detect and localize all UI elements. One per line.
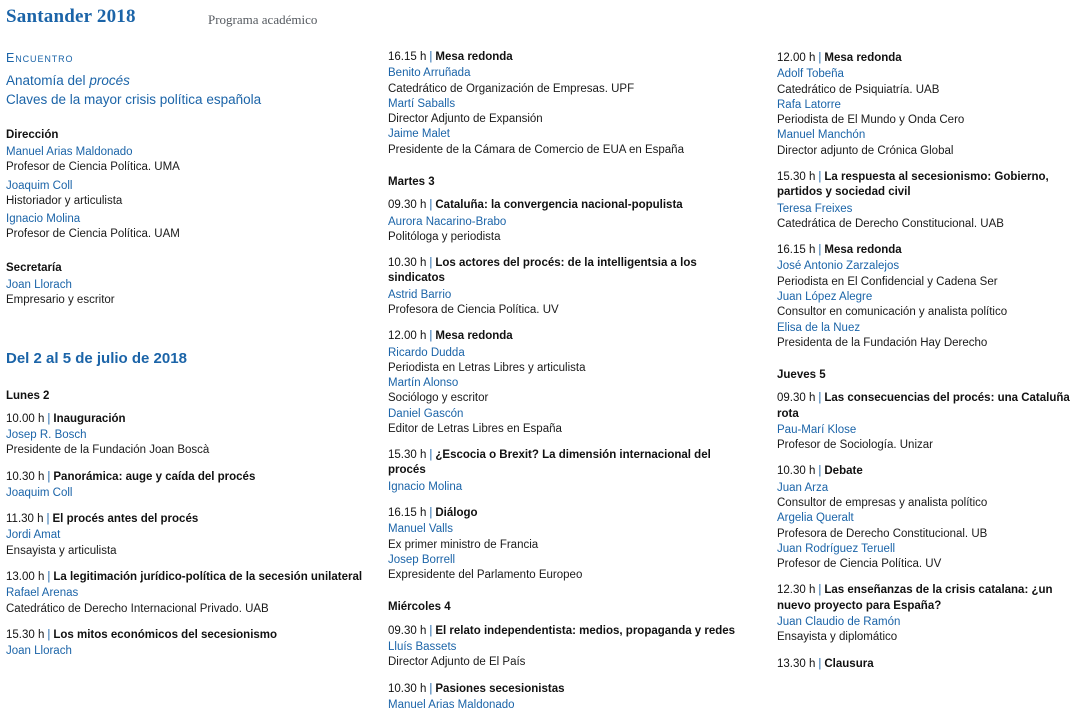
separator-bar: | [429, 507, 433, 520]
column-two [388, 50, 748, 724]
session-hour: 15.30 h [777, 170, 816, 183]
speaker-role: Catedrática de Derecho Constitucional. UAB [777, 217, 1004, 230]
speaker-name: Juan Claudio de Ramón [777, 616, 901, 628]
session-header [6, 512, 366, 527]
direction-list [6, 145, 366, 243]
direction-person-role: Historiador y articulista [6, 194, 123, 207]
secretary-person-role: Empresario y escritor [6, 294, 115, 307]
speaker-role: Catedrático de Organización de Empresas. UPF [388, 82, 635, 95]
separator-bar: | [47, 571, 51, 584]
speaker-name: José Antonio Zarzalejos [777, 260, 900, 273]
direction-label: Dirección [6, 128, 59, 141]
speaker-name: Joan Llorach [6, 645, 72, 658]
session-entry [6, 412, 366, 459]
session-title: Mesa redonda [435, 51, 513, 63]
session-title: Mesa redonda [824, 244, 902, 257]
column-three [777, 50, 1087, 683]
speaker-role: Presidente de la Fundación Joan Boscà [6, 444, 210, 457]
session-entry [388, 256, 748, 318]
speaker-role: Profesor de Ciencia Política. UV [777, 558, 942, 571]
session-hour: 12.00 h [777, 52, 816, 64]
speaker-name: Manuel Manchón [777, 129, 866, 142]
session-hour: 10.30 h [777, 465, 816, 478]
session-title: El procés antes del procés [52, 513, 199, 526]
speaker-name: Lluís Bassets [388, 641, 457, 653]
session-title: Los mitos económicos del secesionismo [53, 628, 278, 641]
session-title: ¿Escocia o Brexit? La dimensión internacional del procés [388, 449, 711, 477]
session-header [388, 682, 748, 697]
session-header [6, 470, 366, 485]
session-hour: 16.15 h [388, 507, 427, 520]
speaker-name: Manuel Arias Maldonado [388, 698, 515, 711]
brand-title: Santander 2018 [6, 6, 136, 27]
speaker-name: Daniel Gascón [388, 407, 464, 420]
separator-bar: | [818, 465, 822, 478]
session-header [388, 448, 748, 479]
direction-person-name: Joaquim Coll [6, 179, 73, 192]
speaker-role: Sociólogo y escritor [388, 392, 489, 405]
speaker-name: Ricardo Dudda [388, 346, 465, 359]
speaker-role: Profesor de Sociología. Unizar [777, 439, 933, 452]
session-entry [6, 570, 366, 617]
session-hour: 12.00 h [388, 330, 427, 343]
speaker-role: Ensayista y diplomático [777, 631, 898, 644]
speaker-role: Catedrático de Psiquiatría. UAB [777, 83, 940, 96]
session-entry [6, 628, 366, 660]
session-header [777, 170, 1087, 201]
speaker-role: Expresidente del Parlamento Europeo [388, 569, 583, 582]
separator-bar: | [47, 412, 51, 425]
speaker-role: Presidenta de la Fundación Hay Derecho [777, 336, 988, 349]
separator-bar: | [429, 624, 433, 637]
program-label: Programa académico [208, 12, 318, 27]
speaker-name: Rafael Arenas [6, 587, 79, 600]
direction-person-role: Profesor de Ciencia Política. UAM [6, 228, 180, 241]
session-hour: 09.30 h [777, 392, 816, 405]
session-entry [777, 51, 1087, 159]
session-header [388, 624, 748, 639]
column-one [6, 50, 366, 670]
speaker-role: Director Adjunto de Expansión [388, 113, 543, 126]
session-hour: 11.30 h [6, 513, 44, 526]
speaker-role: Director adjunto de Crónica Global [777, 144, 954, 157]
session-title: El relato independentista: medios, propaganda y redes [435, 624, 736, 637]
session-entry [388, 506, 748, 583]
session-title: Las consecuencias del procés: una Cataluña rota [777, 392, 1070, 420]
speaker-role: Ensayista y articulista [6, 544, 117, 557]
separator-bar: | [429, 199, 433, 212]
session-hour: 10.30 h [6, 470, 45, 483]
speaker-role: Catedrático de Derecho Internacional Privado. UAB [6, 602, 269, 615]
speaker-name: Rafa Latorre [777, 98, 841, 111]
session-header [388, 506, 748, 521]
speaker-role: Periodista en Letras Libres y articulista [388, 361, 586, 374]
session-hour: 12.30 h [777, 584, 816, 597]
session-hour: 13.30 h [777, 657, 816, 670]
session-hour: 09.30 h [388, 624, 427, 637]
speaker-name: Juan López Alegre [777, 290, 873, 303]
secretary-list [6, 278, 366, 309]
session-title: Pasiones secesionistas [435, 682, 565, 695]
speaker-role: Periodista de El Mundo y Onda Cero [777, 114, 965, 127]
session-entry [6, 512, 366, 559]
separator-bar: | [818, 170, 822, 183]
separator-bar: | [818, 657, 822, 670]
session-hour: 10.30 h [388, 682, 427, 695]
session-header [777, 243, 1087, 258]
session-entry [6, 470, 366, 502]
day-heading-jueves-5: Jueves 5 [777, 369, 826, 382]
session-entry [388, 448, 748, 495]
session-header [777, 657, 1087, 672]
session-header [6, 628, 366, 643]
separator-bar: | [429, 330, 433, 343]
encounter-title-part-b: procés [89, 72, 130, 88]
speaker-name: Josep R. Bosch [6, 429, 87, 442]
session-header [777, 464, 1087, 479]
speaker-role: Ex primer ministro de Francia [388, 538, 539, 551]
session-title: Diálogo [435, 507, 478, 520]
session-entry [777, 583, 1087, 645]
secretary-label: Secretaría [6, 261, 62, 274]
session-title: La respuesta al secesionismo: Gobierno, partidos y sociedad civil [777, 170, 1049, 199]
speaker-name: Juan Rodríguez Teruell [777, 542, 896, 555]
speaker-name: Argelia Queralt [777, 512, 854, 525]
session-title: Las enseñanzas de la crisis catalana: ¿un nuevo proyecto para España? [777, 584, 1053, 612]
session-entry [388, 329, 748, 437]
encounter-title-line-2: Claves de la mayor crisis política española [6, 92, 262, 108]
session-hour: 13.00 h [6, 571, 45, 584]
separator-bar: | [46, 513, 50, 526]
speaker-role: Consultor de empresas y analista político [777, 497, 988, 510]
speaker-role: Profesora de Derecho Constitucional. UB [777, 527, 988, 540]
speaker-name: Astrid Barrio [388, 288, 452, 301]
separator-bar: | [818, 244, 822, 257]
speaker-name: Aurora Nacarino-Brabo [388, 215, 507, 228]
event-dates: Del 2 al 5 de julio de 2018 [6, 349, 187, 367]
speaker-role: Profesora de Ciencia Política. UV [388, 303, 559, 316]
speaker-role: Politóloga y periodista [388, 230, 501, 243]
speaker-role: Periodista en El Confidencial y Cadena Ser [777, 275, 998, 288]
session-hour: 10.00 h [6, 412, 45, 425]
session-entry [777, 657, 1087, 672]
session-title: Los actores del procés: de la intelligentsia a los sindicatos [388, 257, 697, 285]
separator-bar: | [429, 257, 433, 270]
speaker-role: Editor de Letras Libres en España [388, 422, 562, 435]
separator-bar: | [429, 682, 433, 695]
separator-bar: | [429, 51, 433, 63]
session-header [6, 412, 366, 427]
speaker-name: Martín Alonso [388, 377, 459, 390]
session-hour: 16.15 h [777, 244, 816, 257]
speaker-name: Ignacio Molina [388, 480, 463, 493]
speaker-role: Consultor en comunicación y analista político [777, 306, 1008, 319]
separator-bar: | [818, 584, 822, 597]
separator-bar: | [429, 449, 433, 462]
speaker-name: Martí Saballs [388, 97, 456, 110]
day-heading-martes-3: Martes 3 [388, 175, 435, 188]
speaker-role: Presidente de la Cámara de Comercio de EUA en España [388, 143, 684, 156]
session-header [388, 329, 748, 344]
direction-person-name: Manuel Arias Maldonado [6, 146, 133, 159]
speaker-name: Pau-Marí Klose [777, 423, 857, 436]
session-hour: 10.30 h [388, 257, 427, 270]
session-title: Mesa redonda [435, 330, 513, 343]
session-title: Cataluña: la convergencia nacional-populista [435, 199, 683, 212]
session-header [388, 198, 748, 213]
speaker-name: Elisa de la Nuez [777, 321, 861, 334]
session-hour: 15.30 h [388, 449, 427, 462]
session-title: Mesa redonda [824, 52, 902, 64]
speaker-name: Jordi Amat [6, 529, 61, 542]
session-entry [777, 464, 1087, 572]
session-title: Debate [824, 465, 863, 478]
session-title: Panorámica: auge y caída del procés [53, 470, 256, 483]
speaker-name: Josep Borrell [388, 553, 456, 566]
speaker-role: Director Adjunto de El País [388, 656, 526, 669]
separator-bar: | [47, 628, 51, 641]
session-entry [777, 391, 1087, 453]
speaker-name: Benito Arruñada [388, 67, 471, 80]
day-heading-miercoles-4: Miércoles 4 [388, 601, 451, 614]
session-header [777, 51, 1087, 66]
speaker-name: Jaime Malet [388, 128, 450, 141]
session-header [777, 391, 1087, 422]
speaker-name: Juan Arza [777, 481, 829, 494]
direction-person-name: Ignacio Molina [6, 213, 81, 226]
speaker-name: Manuel Valls [388, 523, 453, 536]
session-header [388, 50, 748, 65]
session-title: Inauguración [53, 412, 126, 425]
separator-bar: | [818, 52, 822, 64]
session-entry [388, 682, 748, 714]
speaker-name: Joaquim Coll [6, 486, 73, 499]
secretary-person-name: Joan Llorach [6, 279, 72, 291]
session-header [6, 570, 366, 585]
encounter-title-line-1 [6, 71, 366, 91]
separator-bar: | [818, 392, 822, 405]
session-header [777, 583, 1087, 614]
session-entry [388, 198, 748, 245]
session-hour: 15.30 h [6, 628, 45, 641]
speaker-name: Teresa Freixes [777, 202, 853, 215]
speaker-name: Adolf Tobeña [777, 68, 844, 81]
direction-person-role: Profesor de Ciencia Política. UMA [6, 161, 180, 174]
session-entry [388, 50, 748, 158]
session-entry [777, 243, 1087, 351]
session-entry [388, 624, 748, 671]
session-entry [777, 170, 1087, 232]
encounter-kicker: Encuentro [6, 51, 74, 65]
day-heading-lunes-2: Lunes 2 [6, 389, 50, 402]
separator-bar: | [47, 470, 51, 483]
session-title: La legitimación jurídico-política de la secesión unilateral [53, 571, 363, 584]
session-hour: 09.30 h [388, 199, 427, 212]
session-header [388, 256, 748, 287]
session-title: Clausura [824, 657, 874, 670]
session-hour: 16.15 h [388, 51, 427, 63]
encounter-title-part-a: Anatomía del [6, 72, 90, 88]
